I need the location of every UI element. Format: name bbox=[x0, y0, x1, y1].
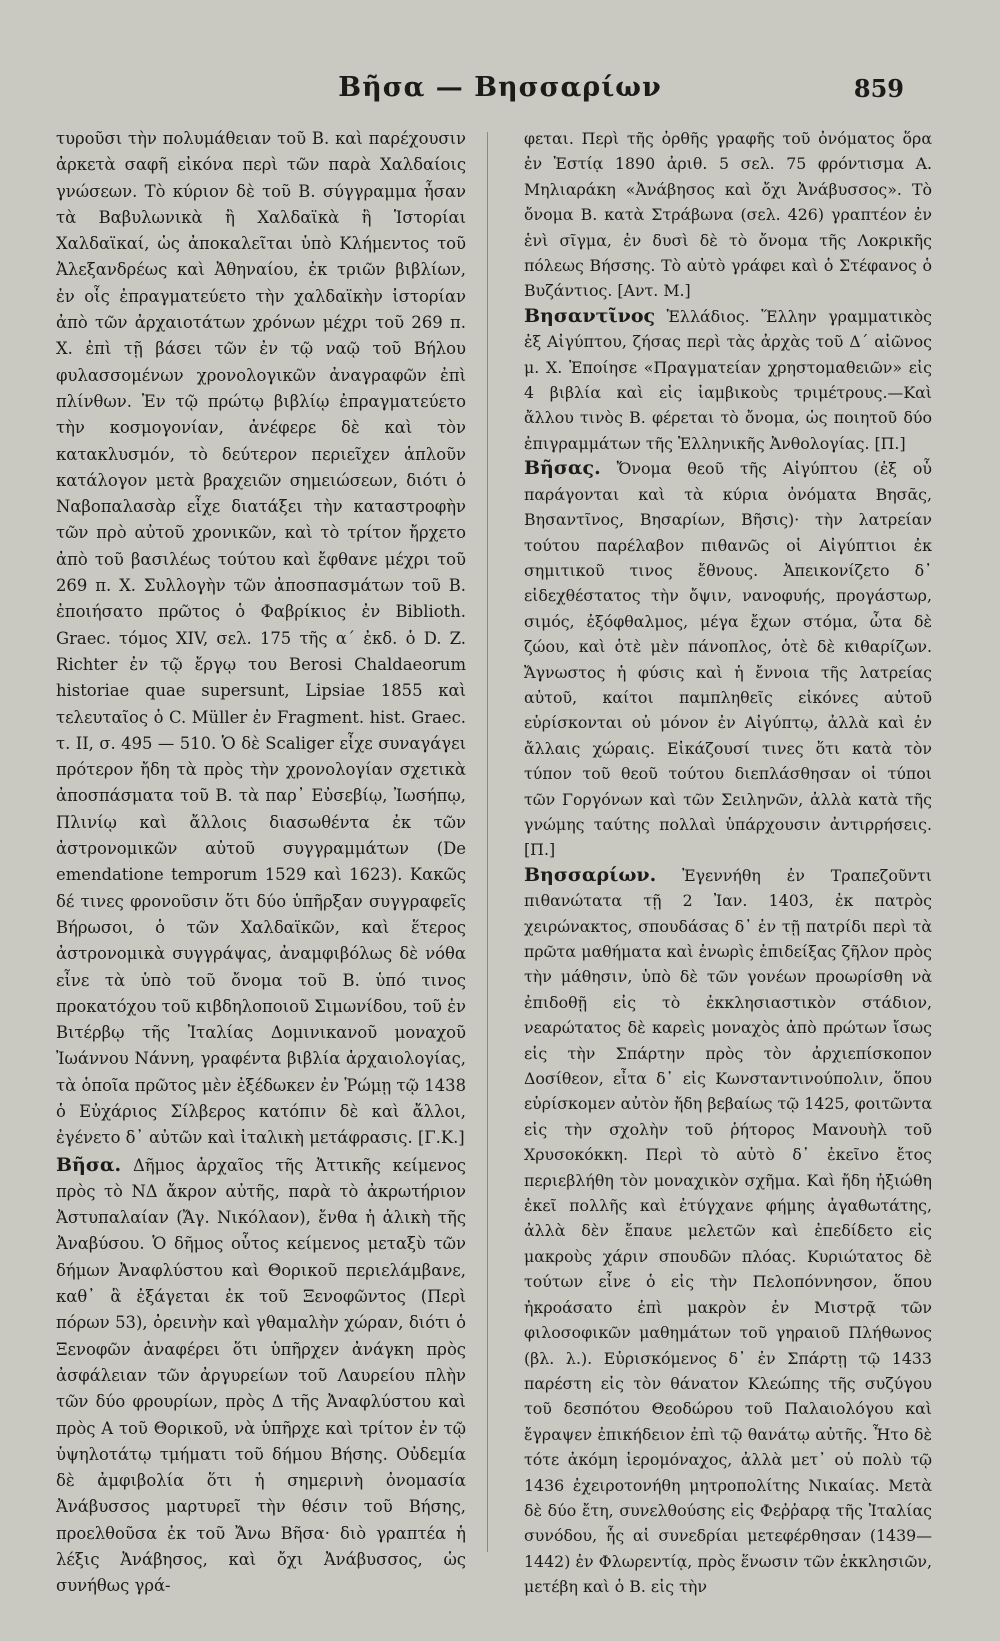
entry-body-besa: Δῆμος ἀρχαῖος τῆς Ἀττικῆς κείμενος πρὸς τὸ ΝΔ ἄκρον αὐτῆς, παρὰ τὸ ἀκρωτήριον Ἀστυπαλαίαν (Ἄγ. Νικόλαον), ἔνθα ἡ ἁλικὴ τῆς Ἀναβύσου. Ὁ δῆμος οὗτος κείμενος μεταξὺ τῶν δήμων Ἀναφλύστου καὶ Θορικοῦ περιελάμβανε, καθ᾽ ἃ ἐξάγεται ἐκ τοῦ Ξενοφῶντος (Περὶ πόρων 53), ὀρεινὴν καὶ γθαμαλὴν χώραν, διότι ὁ Ξενοφῶν ἀναφέρει ὅτι ὑπῆρχεν ἀνάγκη πρὸς ἀσφάλειαν τῶν ἀργυρείων τοῦ Λαυρείου πλὴν τῶν δύο φρουρίων, πρὸς Δ τῆς Ἀναφλύστου καὶ πρὸς Α τοῦ Θορικοῦ, νὰ ὑπῆρχε καὶ τρίτον ἐν τῷ ὑψηλοτάτῳ τμήματι τοῦ δήμου Βήσης. Οὐδεμία δὲ ἀμφιβολία ὅτι ἡ σημερινὴ ὀνομασία Ἀνάβυσσος μαρτυρεῖ τὴν θέσιν τοῦ Βήσης, προελθοῦσα ἐκ τοῦ Ἄνω Βῆσα· διὸ γραπτέα ἡ λέξις Ἀνάβησος, καὶ ὄχι Ἀνάβυσσος, ὡς συνήθως γρά- bbox=[56, 1155, 466, 1596]
berosus-continuation-paragraph: τυροῦσι τὴν πολυμάθειαν τοῦ Β. καὶ παρέχουσιν ἀρκετὰ σαφῆ εἰκόνα περὶ τῶν παρὰ Χαλδαίοις γνώσεων. Τὸ κύριον δὲ τοῦ Β. σύγγραμμα ἦσαν τὰ Βαβυλωνικὰ ἢ Χαλδαϊκὰ ἢ Ἱστορίαι Χαλδαϊκαί, ὡς ἀποκαλεῖται ὑπὸ Κλήμεντος τοῦ Ἀλεξανδρέως καὶ Ἀθηναίου, ἐκ τριῶν βιβλίων, ἐν οἷς ἐπραγματεύετο τὴν χαλδαϊκὴν ἱστορίαν ἀπὸ τῶν ἀρχαιοτάτων χρόνων μέχρι τοῦ 269 π. Χ. ἐπὶ τῇ βάσει τῶν ἐν τῷ ναῷ τοῦ Βήλου φυλασσομένων χρονολογικῶν ἀναγραφῶν ἐπὶ πλίνθων. Ἐν τῷ πρώτῳ βιβλίῳ ἐπραγματεύετο τὴν κοσμογονίαν, ἀνέφερε δὲ καὶ τὸν κατακλυσμόν, τὸ δεύτερον περιεῖχεν ἁπλοῦν κατάλογον μετὰ βραχειῶν σημειώσεων, διότι ὁ Ναβοπαλασὰρ εἶχε διατάξει τὴν καταστροφὴν τῶν πρὸ αὐτοῦ χρονικῶν, καὶ τὸ τρίτον ἤρχετο ἀπὸ τοῦ βασιλέως τούτου καὶ ἔφθανε μέχρι τοῦ 269 π. Χ. Συλλογὴν τῶν ἀποσπασμάτων τοῦ Β. ἐποιήσατο πρῶτος ὁ Φαβρίκιος ἐν Biblioth. Graec. τόμος XIV, σελ. 175 τῆς α΄ ἐκδ. ὁ D. Z. Richter ἐν τῷ ἔργῳ του Berosi Chaldaeorum historiae quae supersunt, Lipsiae 1855 καὶ τελευταῖος ὁ C. Müller ἐν Fragment. hist. Graec. τ. II, σ. 495 — 510. Ὁ δὲ Scaliger εἶχε συναγάγει πρότερον ἤδη τὰ πρὸς τὴν χρονολογίαν σχετικὰ ἀποσπάσματα τοῦ Β. τὰ παρ᾽ Εὐσεβίῳ, Ἰωσήπῳ, Πλινίῳ καὶ ἄλλοις διασωθέντα ἐκ τῶν ἀστρονομικῶν αὐτοῦ συγγραμμάτων (De emendatione temporum 1529 καὶ 1623). Κακῶς δέ τινες φρονοῦσιν ὅτι δύο ὑπῆρξαν συγγραφεῖς Βήρωσοι, ὁ τῶν Χαλδαϊκῶν, καὶ ἕτερος ἀστρονομικὰ συγγράψας, ἀναμφιβόλως δὲ νόθα εἶνε τὰ ὑπὸ τοῦ ὄνομα τοῦ Β. ὑπό τινος προκατόχου τοῦ κιβδηλοποιοῦ Σιμωνίδου, τοῦ ἐν Βιτέρβῳ τῆς Ἰταλίας Δομινικανοῦ μοναχοῦ Ἰωάννου Νάννη, γραφέντα βιβλία ἀρχαιολογίας, τὰ ὁποῖα πρῶτος μὲν ἐξέδωκεν ἐν Ῥώμῃ τῷ 1438 ὁ Εὐχάριος Σίλβερος κατόπιν δὲ καὶ ἄλλοι, ἐγένετο δ᾽ αὐτῶν καὶ ἰταλικὴ μετάφρασις. [Γ.Κ.] bbox=[56, 129, 466, 1148]
page-number: 859 bbox=[853, 74, 904, 103]
running-title: Βῆσα — Βησσαρίων bbox=[338, 72, 662, 103]
entry-besa bbox=[56, 1152, 466, 1600]
entry-heading-besantinos: Βησαντῖνος bbox=[524, 304, 656, 327]
entry-body-bessarion: Ἐγεννήθη ἐν Τραπεζοῦντι πιθανώτατα τῇ 2 Ἰαν. 1403, ἐκ πατρὸς χειρώνακτος, σπουδάσας δ᾽ ἐν τῇ πατρίδι περὶ τὰ πρῶτα μαθήματα καὶ ἐνωρὶς ἐπιδείξας ζῆλον πρὸς τὴν μάθησιν, ὑπὸ δὲ τῶν γονέων προωρίσθη νὰ ἐπιδοθῇ εἰς τὸ ἐκκλησιαστικὸν στάδιον, νεαρώτατος δὲ καρεὶς μοναχὸς ἀπὸ πρώτων ἴσως εἰς τὴν Σπάρτην πρὸς τὸν ἀρχιεπίσκοπον Δοσίθεον, εἶτα δ᾽ εἰς Κωνσταντινούπολιν, ὅπου εὑρίσκομεν αὐτὸν ἤδη βεβαίως τῷ 1425, φοιτῶντα εἰς τὴν σχολὴν τοῦ ῥήτορος Μανουὴλ τοῦ Χρυσοκόκκη. Περὶ τὸ αὐτὸ δ᾽ ἐκεῖνο ἔτος περιεβλήθη τὸν μοναχικὸν σχῆμα. Καὶ ἤδη ἠξιώθη ἐκεῖ πολλῆς καὶ ἐτύγχανε φήμης ἀγαθωτάτης, ἀλλὰ δὲν ἔπαυε μελετῶν καὶ ἐπεδίδετο εἰς μακροὺς χάριν σπουδῶν πλόας. Κυριώτατος δὲ τούτων εἶνε ὁ εἰς τὴν Πελοπόννησον, ὅπου ἠκροάσατο ἐπὶ μακρὸν ἐν Μιστρᾷ τῶν φιλοσοφικῶν μαθημάτων τοῦ γηραιοῦ Πλήθωνος (βλ. λ.). Εὑρισκόμενος δ᾽ ἐν Σπάρτῃ τῷ 1433 παρέστη εἰς τὸν θάνατον Κλεώπης τῆς συζύγου τοῦ δεσπότου Θεοδώρου τοῦ Παλαιολόγου καὶ ἔγραψεν ἐπικήδειον ἐπὶ τῷ θανάτῳ αὐτῆς. Ἦτο δὲ τότε ἀκόμη ἱερομόναχος, ἀλλὰ μετ᾽ οὐ πολὺ τῷ 1436 ἐχειροτονήθη μητροπολίτης Νικαίας. Μετὰ δὲ δύο ἔτη, συνελθούσης εἰς Φεῤῥαρᾳ τῆς Ἰταλίας συνόδου, ἧς αἱ συνεδρίαι μετεφέρθησαν (1439—1442) ἐν Φλωρεντίᾳ, πρὸς ἕνωσιν τῶν ἐκκλησιῶν, μετέβη καὶ ὁ Β. εἰς τὴν bbox=[524, 865, 932, 1597]
left-column bbox=[56, 126, 466, 1600]
running-header bbox=[0, 68, 1000, 108]
entry-besas bbox=[524, 456, 932, 863]
besa-continuation-paragraph: φεται. Περὶ τῆς ὀρθῆς γραφῆς τοῦ ὀνόματος ὅρα ἐν Ἑστίᾳ 1890 ἀριθ. 5 σελ. 75 φρόντισμα Α. Μηλιαράκη «Ἀνάβησος καὶ ὄχι Ἀνάβυσσος». Τὸ ὄνομα Β. κατὰ Στράβωνα (σελ. 426) γραπτέον ἐν ἑνὶ σῖγμα, ἐν δυσὶ δὲ τὸ ὄνομα τῆς Λοκρικῆς πόλεως Βήσσης. Τὸ αὐτὸ γράφει καὶ ὁ Στέφανος ὁ Βυζάντιος. [Αντ. Μ.] bbox=[524, 129, 932, 301]
entry-bessarion bbox=[524, 863, 932, 1600]
entry-body-besas: Ὄνομα θεοῦ τῆς Αἰγύπτου (ἐξ οὗ παράγονται καὶ τὰ κύρια ὀνόματα Βησᾶς, Βησαντῖνος, Βησαρίων, Βῆσις)· τὴν λατρείαν τούτου παρέλαβον πιθανῶς οἱ Αἰγύπτιοι ἐκ σημιτικοῦ τινος ἔθνους. Ἀπεικονίζετο δ᾽ εἰδεχθέστατος τὴν ὄψιν, νανοφυής, προγάστωρ, σιμός, ἐξόφθαλμος, μέγα ἔχων στόμα, ὦτα δὲ ζώου, καὶ ὁτὲ μὲν πάνοπλος, ὁτὲ δὲ κιθαρίζων. Ἄγνωστος ἡ φύσις καὶ ἡ ἔννοια τῆς λατρείας αὐτοῦ, καίτοι παμπληθεῖς εἰκόνες αὐτοῦ εὑρίσκονται οὐ μόνον ἐν Αἰγύπτῳ, ἀλλὰ καὶ ἐν ἄλλαις χώραις. Εἰκάζουσί τινες ὅτι κατὰ τὸν τύπον τοῦ θεοῦ τούτου διεπλάσθησαν οἱ τύποι τῶν Γοργόνων καὶ τῶν Σειληνῶν, ἀλλὰ κατὰ τῆς γνώμης ταύτης πολλαὶ ὑπάρχουσιν ἀντιρρήσεις. [Π.] bbox=[524, 459, 932, 860]
entry-heading-besa: Βῆσα. bbox=[56, 1153, 122, 1176]
entry-heading-bessarion: Βησσαρίων. bbox=[524, 863, 657, 886]
column-divider bbox=[487, 132, 488, 1552]
entry-body-besantinos: Ἑλλάδιος. Ἕλλην γραμματικὸς ἐξ Αἰγύπτου, ζήσας περὶ τὰς ἀρχὰς τοῦ Δ΄ αἰῶνος μ. Χ. Ἐποίησε «Πραγματείαν χρηστομαθειῶν» εἰς 4 βιβλία καὶ εἰς ἰαμβικοὺς τριμέτρους.—Καὶ ἄλλου τινὸς Β. φέρεται τὸ ὄνομα, ὡς ποιητοῦ δύο ἐπιγραμμάτων τῆς Ἑλληνικῆς Ἀνθολογίας. [Π.] bbox=[524, 306, 932, 453]
entry-heading-besas: Βῆσας. bbox=[524, 457, 601, 480]
entry-besantinos bbox=[524, 304, 932, 456]
right-column bbox=[524, 126, 932, 1600]
